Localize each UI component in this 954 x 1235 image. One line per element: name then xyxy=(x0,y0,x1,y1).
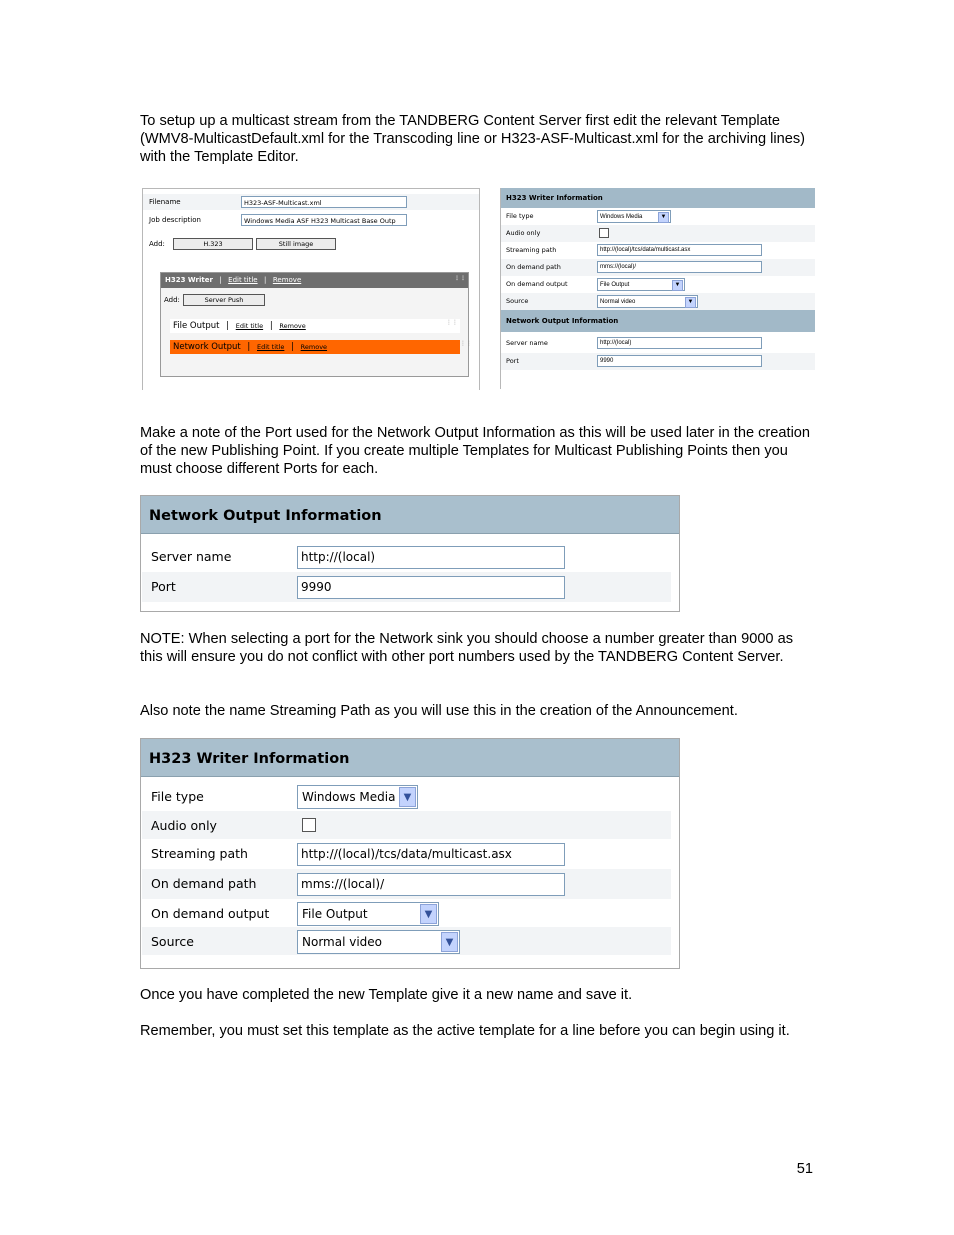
chevron-down-icon: ▼ xyxy=(685,297,696,308)
audio-only-row xyxy=(142,811,671,839)
port-selection-note: NOTE: When selecting a port for the Network sink you should choose a number greater than 9000 as this will ensure you do not conflict with other port numbers used by the TANDBERG Content Server. xyxy=(140,631,794,665)
streaming-path-label: Streaming path xyxy=(151,846,248,861)
mini-streaming-path-input[interactable]: http://(local)/tcs/data/multicast.asx xyxy=(597,244,762,256)
on-demand-path-input[interactable]: mms://(local)/ xyxy=(297,873,565,896)
source-select[interactable] xyxy=(297,930,460,954)
mini-port-input[interactable]: 9990 xyxy=(597,355,762,367)
mini-on-demand-output-label: On demand output xyxy=(506,280,568,288)
file-type-label: File type xyxy=(151,789,204,804)
network-output-panel xyxy=(140,495,680,612)
network-output-title: Network Output xyxy=(173,342,241,352)
file-type-value: Windows Media xyxy=(302,790,396,804)
active-template-reminder: Remember, you must set this template as the active template for a line before you can begin using it. xyxy=(140,1023,790,1039)
mini-writer-info-header: H323 Writer Information xyxy=(501,188,815,208)
template-editor-screenshot xyxy=(140,183,814,389)
mini-port-label: Port xyxy=(506,357,519,365)
writer-remove-link[interactable]: Remove xyxy=(272,276,302,284)
streaming-path-input[interactable]: http://(local)/tcs/data/multicast.asx xyxy=(297,843,565,866)
mini-audio-only-label: Audio only xyxy=(506,229,541,237)
separator: | xyxy=(269,321,273,331)
h323-writer-title: H323 Writer xyxy=(165,276,213,284)
mini-source-label: Source xyxy=(506,297,529,305)
intro-paragraph: To setup up a multicast stream from the TANDBERG Content Server first edit the relevant Template (WMV8-MulticastDefault.xml for the Transcoding line or H323-ASF-Multicast.xml for the archiving lines) with the Template Editor. xyxy=(140,113,806,165)
network-output-remove-link[interactable]: Remove xyxy=(300,343,328,351)
mini-file-type-value: Windows Media xyxy=(600,214,643,220)
mini-source-select[interactable] xyxy=(597,295,698,308)
h323-writer-info-header: H323 Writer Information xyxy=(141,739,679,777)
port-row xyxy=(142,572,671,602)
streaming-path-note: Also note the name Streaming Path as you will use this in the creation of the Announcement. xyxy=(140,703,738,719)
drag-handle-icon[interactable]: ⋮⋮ xyxy=(460,340,472,347)
writer-edit-title-link[interactable]: Edit title xyxy=(228,276,258,284)
chevron-down-icon: ▼ xyxy=(672,280,683,291)
server-name-label: Server name xyxy=(151,549,232,564)
mini-on-demand-output-select[interactable] xyxy=(597,278,685,291)
add-still-image-button[interactable]: Still image xyxy=(256,238,336,250)
server-name-input[interactable]: http://(local) xyxy=(297,546,565,569)
file-type-row xyxy=(142,782,671,811)
separator: | xyxy=(247,342,251,352)
mini-audio-only-row xyxy=(501,225,815,242)
filename-input[interactable]: H323-ASF-Multicast.xml xyxy=(241,196,407,208)
network-output-header: Network Output Information xyxy=(141,496,679,534)
add-label: Add: xyxy=(164,296,180,304)
chevron-down-icon: ▼ xyxy=(441,932,458,952)
mini-port-row xyxy=(501,353,815,370)
source-label: Source xyxy=(151,934,194,949)
separator: | xyxy=(264,276,267,284)
on-demand-output-select[interactable] xyxy=(297,902,439,926)
file-output-remove-link[interactable]: Remove xyxy=(279,322,306,330)
mini-server-name-row xyxy=(501,335,815,352)
network-output-row[interactable] xyxy=(170,340,472,354)
filename-label: Filename xyxy=(149,198,181,206)
page-number: 51 xyxy=(796,1161,813,1177)
on-demand-output-value: File Output xyxy=(302,907,368,921)
source-value: Normal video xyxy=(302,935,383,949)
port-label: Port xyxy=(151,579,176,594)
network-output-edit-title-link[interactable]: Edit title xyxy=(257,343,285,351)
chevron-down-icon: ▼ xyxy=(399,787,416,807)
mini-network-info-header: Network Output Information xyxy=(501,310,815,332)
add-label: Add: xyxy=(149,240,165,248)
drag-handle-icon[interactable]: ⋮⋮ xyxy=(454,275,466,282)
mini-file-type-row xyxy=(501,208,815,225)
mini-file-type-label: File type xyxy=(506,212,534,220)
mini-streaming-path-row xyxy=(501,242,815,259)
drag-handle-icon[interactable]: ⋮⋮ xyxy=(446,319,458,326)
source-row xyxy=(142,927,671,955)
on-demand-output-label: On demand output xyxy=(151,906,270,921)
save-template-paragraph: Once you have completed the new Template give it a new name and save it. xyxy=(140,987,633,1003)
separator: | xyxy=(219,276,222,284)
audio-only-label: Audio only xyxy=(151,818,217,833)
audio-only-checkbox[interactable] xyxy=(302,818,316,832)
file-output-title: File Output xyxy=(173,321,220,331)
server-name-row xyxy=(142,542,671,572)
mini-on-demand-path-input[interactable]: mms://(local)/ xyxy=(597,261,762,273)
add-server-push-button[interactable]: Server Push xyxy=(183,294,265,306)
mini-file-type-select[interactable] xyxy=(597,210,671,223)
h323-writer-box xyxy=(160,272,472,377)
template-editor-left-pane xyxy=(142,188,480,390)
on-demand-path-label: On demand path xyxy=(151,876,257,891)
port-note-paragraph: Make a note of the Port used for the Network Output Information as this will be used later in the creation of the new Publishing Point. If you create multiple Templates for Multicast Publishing Points then you must choose different Ports for each. xyxy=(140,425,811,477)
chevron-down-icon: ▼ xyxy=(420,904,437,924)
h323-writer-header xyxy=(161,273,468,288)
mini-on-demand-output-row xyxy=(501,276,815,293)
on-demand-output-row xyxy=(142,899,671,927)
on-demand-path-row xyxy=(142,869,671,899)
file-output-edit-title-link[interactable]: Edit title xyxy=(235,322,264,330)
separator: | xyxy=(291,342,294,352)
mini-audio-only-checkbox[interactable] xyxy=(599,228,609,238)
template-editor-right-pane xyxy=(500,188,815,389)
port-input[interactable]: 9990 xyxy=(297,576,565,599)
mini-streaming-path-label: Streaming path xyxy=(506,246,557,254)
h323-writer-info-panel xyxy=(140,738,680,969)
job-description-label: Job description xyxy=(149,216,201,224)
add-h323-button[interactable]: H.323 xyxy=(173,238,253,250)
file-output-row[interactable] xyxy=(170,319,460,333)
mini-source-row xyxy=(501,293,815,310)
streaming-path-row xyxy=(142,839,671,869)
mini-server-name-label: Server name xyxy=(506,339,548,347)
mini-on-demand-path-label: On demand path xyxy=(506,263,561,271)
mini-on-demand-path-row xyxy=(501,259,815,276)
mini-source-value: Normal video xyxy=(600,299,636,305)
file-type-select[interactable] xyxy=(297,785,418,809)
separator: | xyxy=(226,321,230,331)
chevron-down-icon: ▼ xyxy=(658,212,669,223)
mini-on-demand-output-value: File Output xyxy=(600,282,630,288)
mini-server-name-input[interactable]: http://(local) xyxy=(597,337,762,349)
job-description-input[interactable]: Windows Media ASF H323 Multicast Base Outp xyxy=(241,214,407,226)
